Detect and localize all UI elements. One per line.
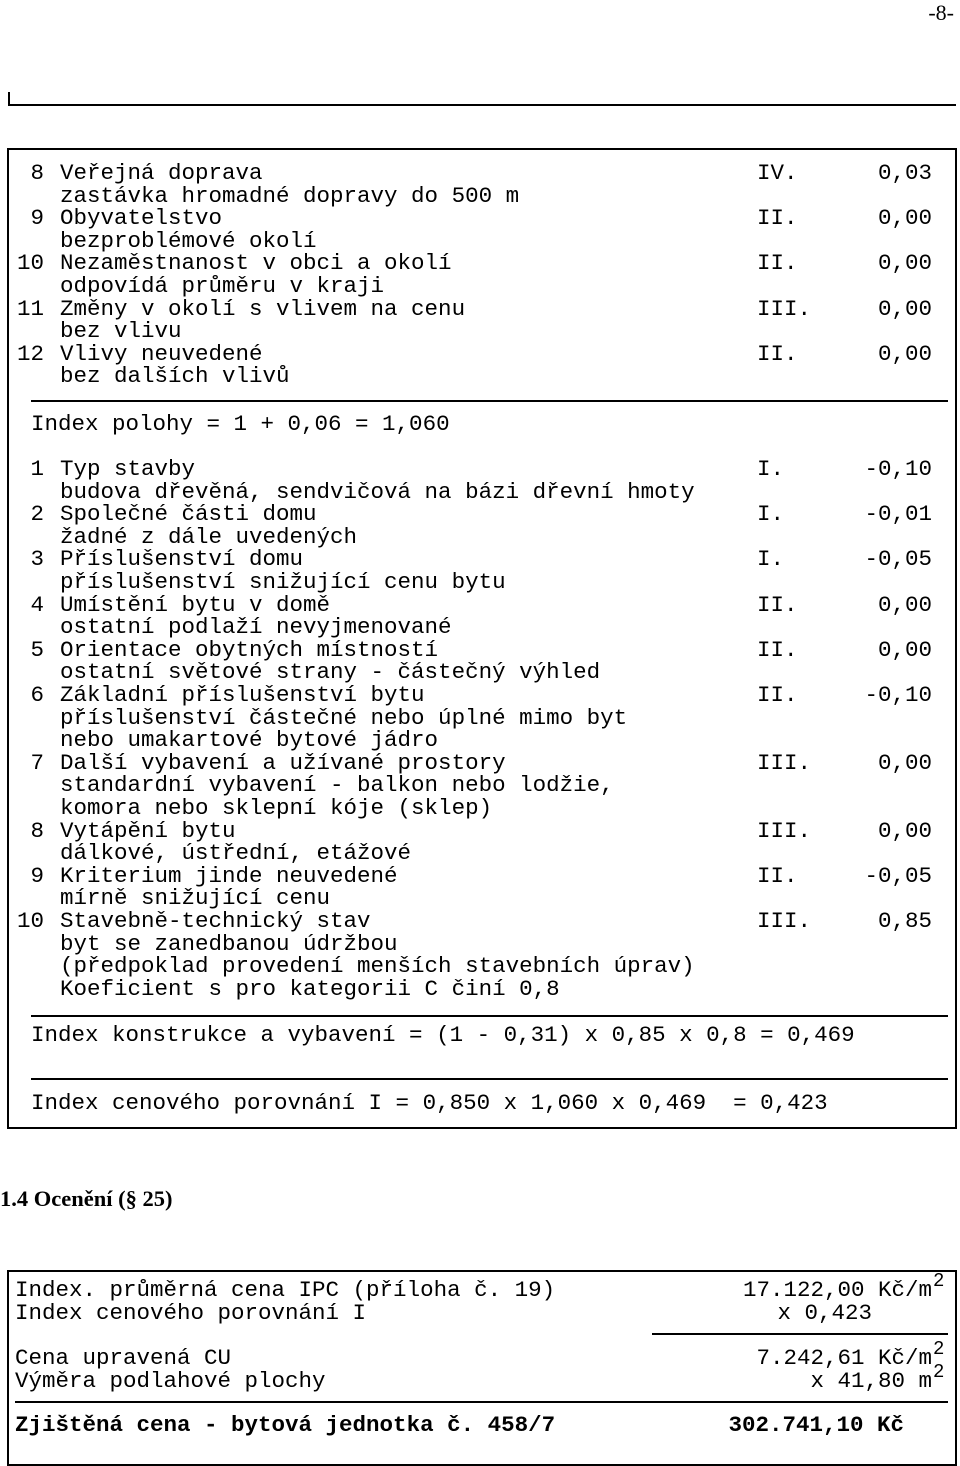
item-description: byt se zanedbanou údržbou [60, 930, 398, 957]
section-symbol: § [125, 1186, 137, 1211]
valuation-value-text: 17.122,00 Kč/m [742, 1277, 932, 1303]
header-rule-left-tick [8, 92, 10, 106]
item-label: Vlivy neuvedené [60, 340, 263, 367]
item-description: bez vlivu [60, 318, 182, 345]
item-value: 0,03 [877, 160, 932, 186]
item-number: 8 [30, 817, 44, 844]
comparison-index: Index cenového porovnání I = 0,850 x 1,060 x 0,469 = 0,423 [31, 1090, 828, 1116]
item-value: -0,05 [864, 546, 932, 573]
item-value: -0,05 [864, 862, 932, 889]
item-number: 4 [30, 591, 44, 618]
item-label: Veřejná doprava [60, 160, 263, 186]
item-value: -0,01 [864, 501, 932, 528]
item-level: I. [757, 456, 785, 482]
item-value: -0,10 [864, 456, 932, 482]
item-description: dálkové, ústřední, etážové [60, 840, 412, 867]
section-rule [31, 1015, 948, 1017]
valuation-label: Cena upravená CU [15, 1345, 232, 1371]
valuation-label: Index. průměrná cena IPC (příloha č. 19) [15, 1277, 556, 1303]
item-number: 2 [30, 501, 44, 528]
item-number: 9 [30, 205, 44, 232]
item-value: -0,10 [864, 682, 932, 708]
section-heading [0, 1186, 172, 1212]
item-number: 9 [30, 862, 44, 889]
item-label: Typ stavby [60, 456, 196, 482]
item-label: Orientace obytných místností [60, 636, 439, 663]
item-description: (předpoklad provedení menších stavebních úprav) [60, 953, 695, 980]
item-description: standardní vybavení - balkon nebo lodžie, [60, 772, 614, 799]
item-number: 7 [30, 749, 44, 776]
header-rule [8, 104, 956, 106]
item-label: Změny v okolí s vlivem na cenu [60, 295, 466, 322]
section-heading-text: 1.4 Ocenění (§ 25) [0, 1186, 173, 1211]
item-description: Koeficient s pro kategorii C činí 0,8 [60, 975, 560, 1002]
item-level: II. [757, 205, 798, 232]
item-label: Příslušenství domu [60, 546, 304, 573]
item-description: mírně snižující cenu [60, 885, 331, 912]
item-value: 0,00 [877, 250, 932, 277]
item-number: 6 [30, 682, 44, 708]
item-label: Další vybavení a užívané prostory [60, 749, 506, 776]
item-value: 0,00 [877, 636, 932, 663]
item-description: budova dřevěná, sendvičová na bázi dřevní hmoty [60, 478, 695, 505]
valuation-value-text: x 41,80 m [810, 1368, 932, 1394]
item-value: 0,00 [877, 749, 932, 776]
item-level: III. [757, 908, 812, 934]
section-rule [31, 1078, 948, 1080]
subtotal-rule [652, 1333, 948, 1335]
item-value: 0,00 [877, 295, 932, 322]
valuation-value [600, 1302, 872, 1325]
total-rule [15, 1401, 948, 1403]
construction-index: Index konstrukce a vybavení = (1 - 0,31) x 0,85 x 0,8 = 0,469 [31, 1022, 855, 1048]
item-label: Umístění bytu v domě [60, 591, 331, 618]
item-description: bez dalších vlivů [60, 363, 290, 390]
item-description: ostatní světové strany - částečný výhled [60, 659, 601, 686]
item-description: žadné z dále uvedených [60, 523, 358, 550]
item-description: nebo umakartové bytové jádro [60, 727, 439, 754]
item-description: odpovídá průměru v kraji [60, 273, 385, 299]
section-rule [31, 400, 948, 402]
item-level: I. [757, 546, 785, 573]
valuation-label: Výměra podlahové plochy [15, 1368, 326, 1394]
item-value: 0,85 [877, 908, 932, 934]
item-number: 10 [16, 908, 44, 934]
item-label: Nezaměstnanost v obci a okolí [60, 250, 452, 277]
item-value: 0,00 [877, 591, 932, 618]
item-description: bezproblémové okolí [60, 227, 317, 254]
item-number: 1 [30, 456, 44, 482]
item-value: 0,00 [877, 340, 932, 367]
item-description: příslušenství částečné nebo úplné mimo byt [60, 704, 628, 731]
total-value: 302.741,10 Kč [728, 1412, 904, 1438]
item-label: Základní příslušenství bytu [60, 682, 425, 708]
item-number: 10 [16, 250, 44, 277]
location-index: Index polohy = 1 + 0,06 = 1,060 [31, 411, 450, 437]
unit-exponent: 2 [933, 1338, 945, 1360]
valuation-label: Index cenového porovnání I [15, 1300, 367, 1326]
item-level: II. [757, 682, 798, 708]
item-level: I. [757, 501, 785, 528]
item-level: II. [757, 591, 798, 618]
item-level: II. [757, 636, 798, 663]
item-number: 8 [30, 160, 44, 186]
item-level: II. [757, 250, 798, 277]
item-value: 0,00 [877, 817, 932, 844]
item-level: III. [757, 749, 812, 776]
item-level: II. [757, 862, 798, 889]
total-label: Zjištěná cena - bytová jednotka č. 458/7 [15, 1412, 556, 1438]
item-description: zastávka hromadné dopravy do 500 m [60, 182, 520, 209]
item-level: III. [757, 817, 812, 844]
item-level: IV. [757, 160, 798, 186]
valuation-value [600, 1279, 932, 1302]
item-number: 5 [30, 636, 44, 663]
item-level: III. [757, 295, 812, 322]
item-label: Stavebně-technický stav [60, 908, 371, 934]
unit-exponent: 2 [933, 1270, 945, 1292]
item-label: Obyvatelstvo [60, 205, 223, 232]
valuation-value-text: 7.242,61 Kč/m [756, 1345, 932, 1371]
item-description: příslušenství snižující cenu bytu [60, 569, 506, 595]
valuation-value [600, 1347, 932, 1370]
item-value: 0,00 [877, 205, 932, 232]
item-number: 11 [16, 295, 44, 322]
item-label: Společné části domu [60, 501, 317, 528]
valuation-value-text: x 0,423 [777, 1300, 872, 1326]
item-label: Vytápění bytu [60, 817, 236, 844]
valuation-value [600, 1370, 932, 1393]
item-label: Kriterium jinde neuvedené [60, 862, 398, 889]
unit-exponent: 2 [933, 1361, 945, 1383]
page-number: -8- [928, 0, 954, 25]
item-level: II. [757, 340, 798, 367]
item-number: 12 [16, 340, 44, 367]
item-description: ostatní podlaží nevyjmenované [60, 614, 452, 641]
item-number: 3 [30, 546, 44, 573]
item-description: komora nebo sklepní kóje (sklep) [60, 795, 493, 821]
